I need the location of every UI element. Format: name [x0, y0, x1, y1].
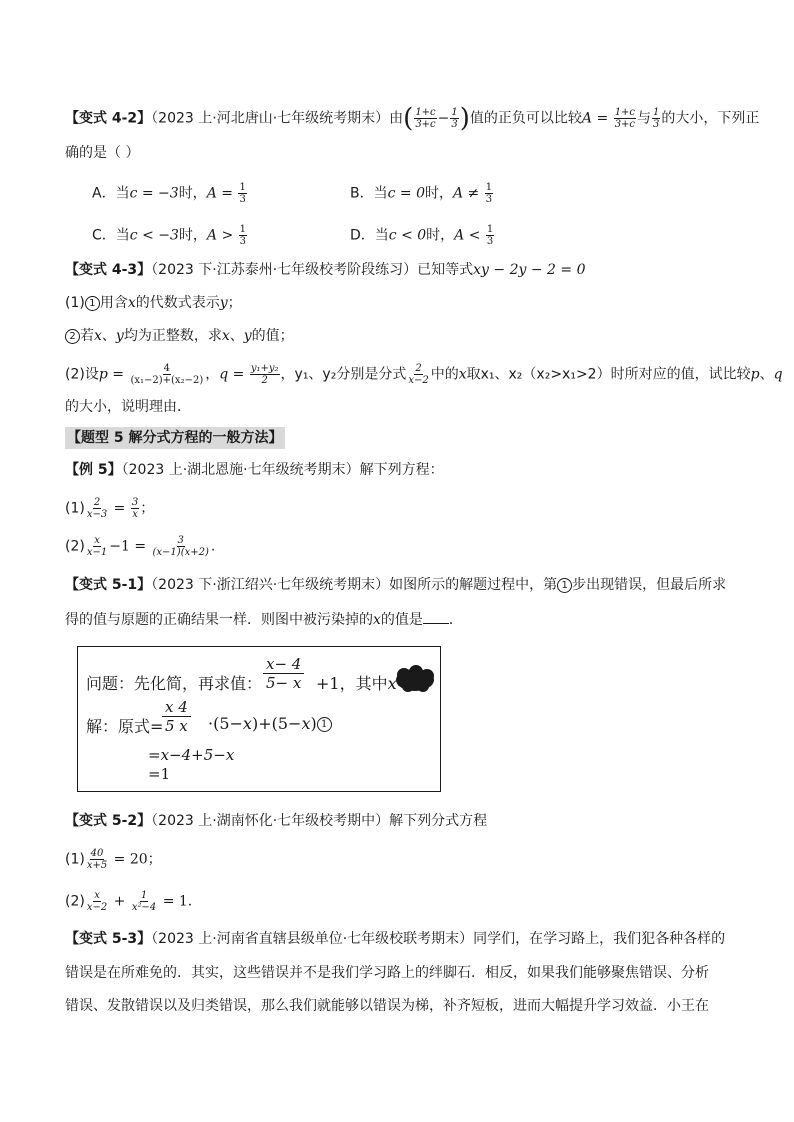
answer-blank — [423, 609, 449, 624]
v42-frac1: $\frac{1+c}{3+c}$ — [415, 107, 436, 130]
circled-one-icon: 1 — [85, 296, 100, 311]
option-c: C．当c < −3时，A > $\frac{1}{3}$ — [92, 224, 247, 247]
ex5-line1: 【例 5】（2023 上·湖北恩施·七年级统考期末）解下列方程： — [65, 462, 444, 478]
v43-line-last: 的大小，说明理由． — [65, 399, 191, 415]
solution-figure: 问题：先化简，再求值： $\frac{x- 4}{5- x}$ +1，其中x 解：原式= $\frac{x 4}{5 x}$ ·(5−x)+(5−x) 1 =x−4+5−x =1 — [77, 646, 441, 792]
v53-line1: 【变式 5-3】（2023 上·河南省直辖县级单位·七年级校联考期末）同学们，在学习路上，我们犯各种各样的 — [65, 931, 726, 947]
v51-line1: 【变式 5-1】（2023 下·浙江绍兴·七年级统考期末）如图所示的解题过程中，第 1 步出现错误，但最后所求 — [65, 577, 727, 593]
v42-source: （2023 上·河北唐山·七年级统考期末） — [151, 110, 390, 127]
option-b: B．当c = 0时，A ≠ $\frac{1}{3}$ — [350, 182, 493, 205]
v53-line3: 错误、发散错误以及归类错误，那么我们就能够以错误为梯，补齐短板，进而大幅提升学习效益．小王在 — [65, 998, 709, 1014]
v42-tag: 【变式 4-2】 — [65, 110, 152, 127]
option-a: A．当c = −3时，A = $\frac{1}{3}$ — [92, 182, 246, 205]
v52-eq1: (1) $\frac{40}{x+5}$ = 20； — [65, 848, 162, 871]
ex5-eq2: (2) $\frac{x}{x-1}$ −1 = $\frac{3}{(x-1)(x+2)}$ . — [65, 535, 216, 558]
v43-tag: 【变式 4-3】 — [65, 262, 152, 278]
circled-one-icon: 1 — [317, 717, 332, 732]
v51-line2: 得的值与原题的正确结果一样．则图中被污染掉的x的值是 ． — [65, 609, 728, 630]
ink-blot-icon — [394, 665, 436, 695]
v53-line2: 错误是在所难免的．其实，这些错误并不是我们学习路上的绊脚石．相反，如果我们能够聚焦错误、分析 — [65, 965, 709, 981]
v43-part2: (2)设p = $\frac{4}{\text{(x₁−2)+(x₂−2)}}$ ，q = $\frac{\text{y₁+y₂}}{2}$ ，y₁、y₂分别是分式 $\frac{2}{x-2}$ 中的x取x₁、x₂（x₂>x₁>2）时所对应的值，试比较p、q — [65, 363, 783, 386]
v52-line1: 【变式 5-2】（2023 上·湖南怀化·七年级校考期中）解下列分式方程 — [65, 813, 488, 829]
figure-fraction: $\frac{x- 4}{5- x}$ — [263, 655, 304, 692]
option-d: D．当c < 0时，A < $\frac{1}{3}$ — [350, 224, 494, 247]
ex5-eq1: (1) $\frac{2}{x-3}$ = $\frac{3}{x}$ ； — [65, 497, 155, 520]
section-heading-5: 【题型 5 解分式方程的一般方法】 — [65, 427, 285, 449]
v43-line1: 【变式 4-3】（2023 下·江苏泰州·七年级校考阶段练习）已知等式xy − 2y − 2 = 0 — [65, 262, 586, 278]
v52-eq2: (2) $\frac{x}{x-2}$ + $\frac{1}{\text{x²−4}}$ = 1. — [65, 890, 193, 913]
circled-two-icon: 2 — [65, 329, 80, 344]
circled-one-icon: 1 — [557, 578, 572, 593]
v43-part1: (1) 1 用含x的代数式表示y； — [65, 295, 242, 311]
v42-line1: 【变式 4-2】（2023 上·河北唐山·七年级统考期末）由( $\frac{1+c}{3+c}$ − $\frac{1}{3}$ )值的正负可以比较A = $\frac{1+c}{3+c}$ 与 $\frac{1}{3}$ 的大小，下列正 — [65, 103, 760, 134]
v43-part1-2: 2 若x、y均为正整数，求x、y的值； — [65, 326, 728, 346]
v42-line2: 确的是（ ） — [65, 145, 140, 161]
v42-frac2: $\frac{1}{3}$ — [451, 107, 458, 130]
